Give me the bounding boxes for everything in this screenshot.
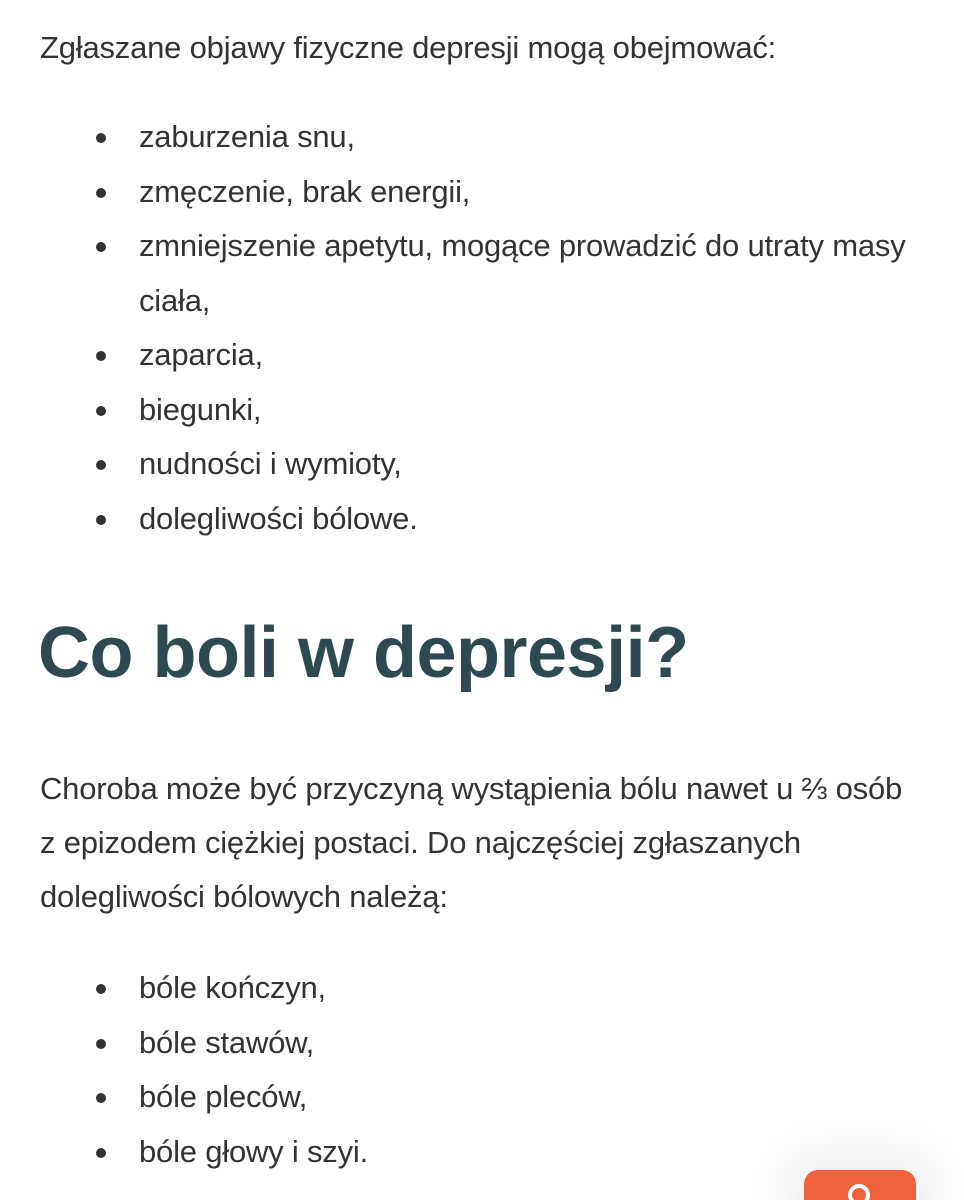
list-item-text: zmniejszenie apetytu, mogące prowadzić do utraty masy ciała, <box>139 228 906 318</box>
bullet-icon <box>96 351 106 361</box>
chat-icon <box>848 1184 870 1200</box>
list-item-text: nudności i wymioty, <box>139 446 402 481</box>
list-item-text: biegunki, <box>139 391 262 427</box>
bullet-icon <box>96 1039 106 1049</box>
floating-chat-button[interactable] <box>804 1170 916 1200</box>
section-heading: Co boli w depresji? <box>38 613 689 693</box>
bullet-icon <box>96 515 106 525</box>
symptoms-list <box>40 110 940 546</box>
list-item-text: zaburzenia snu, <box>139 119 355 154</box>
list-item <box>40 1125 940 1180</box>
list-item-text: dolegliwości bólowe. <box>139 500 418 536</box>
list-item <box>40 961 940 1016</box>
bullet-icon <box>96 984 106 994</box>
list-item <box>40 165 940 220</box>
list-item-text: zaparcia, <box>139 337 263 372</box>
bullet-icon <box>96 133 106 143</box>
list-item <box>40 219 940 328</box>
intro-paragraph: Zgłaszane objawy fizyczne depresji mogą obejmować: <box>40 30 777 65</box>
bullet-icon <box>96 406 106 416</box>
bullet-icon <box>96 460 106 470</box>
list-item-text: bóle pleców, <box>139 1079 308 1114</box>
bullet-icon <box>96 242 106 252</box>
bullet-icon <box>96 1093 106 1103</box>
list-item <box>40 492 940 547</box>
list-item <box>40 383 940 438</box>
list-item-text: zmęczenie, brak energii, <box>139 173 471 209</box>
bullet-icon <box>96 188 106 198</box>
list-item <box>40 1016 940 1071</box>
list-item <box>40 1070 940 1125</box>
list-item-text: bóle kończyn, <box>139 970 326 1005</box>
bullet-icon <box>96 1148 106 1158</box>
list-item-text: bóle głowy i szyi. <box>139 1133 368 1169</box>
list-item-text: bóle stawów, <box>139 1024 315 1060</box>
list-item <box>40 110 940 165</box>
list-item <box>40 437 940 492</box>
pains-list <box>40 961 940 1179</box>
list-item <box>40 328 940 383</box>
section-paragraph: Choroba może być przyczyną wystąpienia bólu nawet u ⅔ osób z epizodem ciężkiej postaci. Do najczęściej zgłaszanych dolegliwości bólowych należą: <box>40 771 903 914</box>
